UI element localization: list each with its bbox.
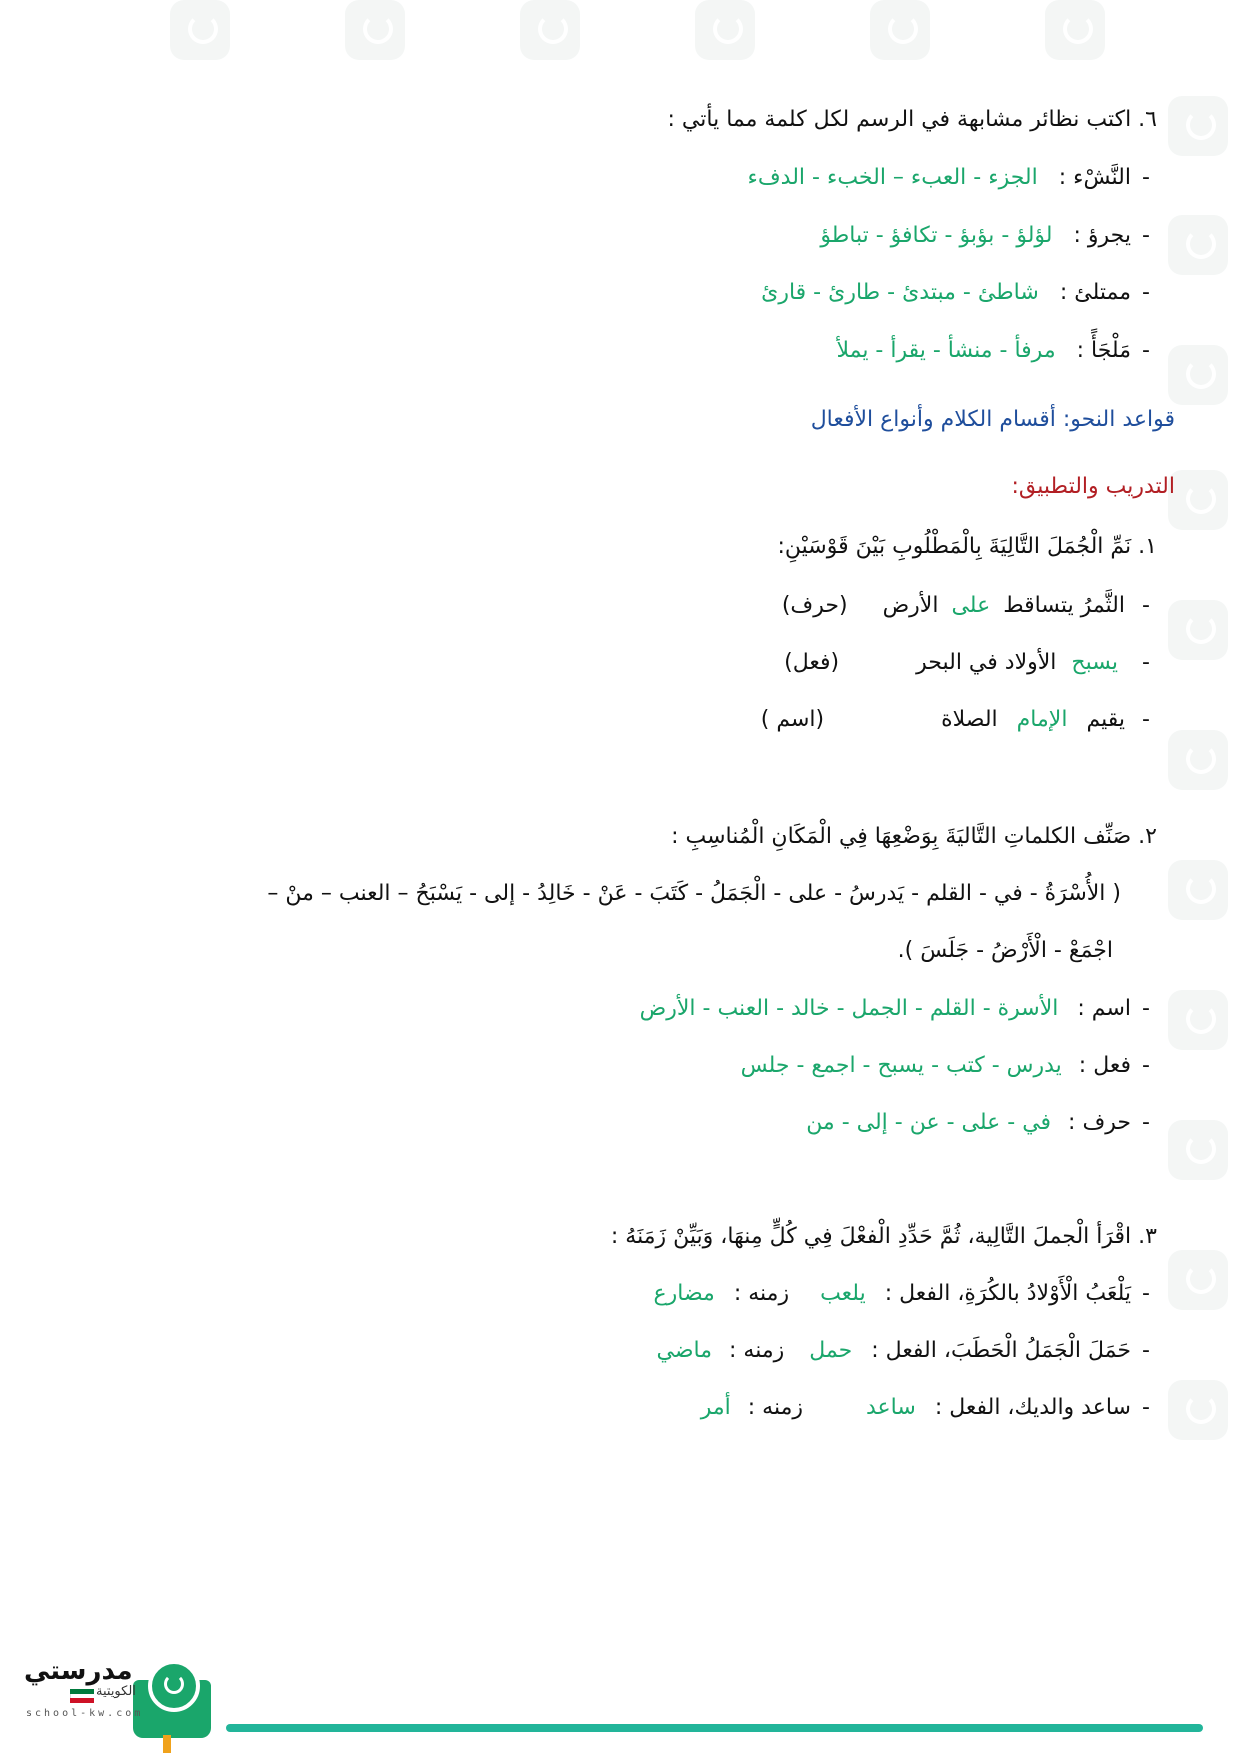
q3-time: مضارع — [653, 1281, 715, 1306]
q1-tag: (حرف) — [781, 593, 848, 618]
watermark-icon — [1168, 1120, 1228, 1180]
q1-tag: (اسم ) — [760, 707, 825, 732]
watermark-icon — [1168, 96, 1228, 156]
q3-row: -ساعد والديك، الفعل : ساعد زمنه : أمر — [700, 1395, 1150, 1420]
logo-url: school-kw.com — [26, 1708, 144, 1719]
q2-row: -اسم : الأسرة - القلم - الجمل - خالد - العنب - الأرض — [639, 996, 1150, 1021]
footer-bar — [226, 1724, 1203, 1732]
q1-pre: الثَّمرُ يتساقط — [1003, 593, 1125, 618]
practice-title: التدريب والتطبيق: — [1011, 474, 1175, 499]
q1-row: -يقيم الإمام الصلاة (اسم ) — [760, 707, 1150, 732]
q2-label: اسم : — [1077, 996, 1131, 1021]
q1-fill: على — [951, 593, 991, 618]
q3-time-label: زمنه : — [733, 1281, 790, 1306]
watermark-icon — [170, 0, 230, 60]
q6-heading: ٦. اكتب نظائر مشابهة في الرسم لكل كلمة مما يأتي : — [667, 107, 1157, 132]
q3-verb: يلعب — [820, 1281, 866, 1306]
q3-verb: حمل — [809, 1338, 853, 1363]
watermark-icon — [1168, 215, 1228, 275]
q3-verb: ساعد — [866, 1395, 916, 1420]
watermark-icon — [1045, 0, 1105, 60]
q3-heading: ٣. اقْرَأ الْجملَ التَّالِية، ثُمَّ حَدِّدِ الْفعْلَ فِي كُلٍّ مِنهَا، وَبَيِّنْ زَمَنَهُ : — [610, 1224, 1157, 1249]
watermark-icon — [695, 0, 755, 60]
q2-label: حرف : — [1068, 1110, 1131, 1135]
q1-fill: الإمام — [1016, 707, 1068, 732]
q1-post: الأولاد في البحر — [916, 650, 1057, 675]
watermark-icon — [345, 0, 405, 60]
watermark-icon — [870, 0, 930, 60]
q6-word: يجرؤ : — [1073, 223, 1131, 248]
kuwait-flag-icon — [70, 1689, 94, 1703]
watermark-icon — [1168, 470, 1228, 530]
q3-row: -حَمَلَ الْجَمَلُ الْحَطَبَ، الفعل : حمل زمنه : ماضي — [656, 1338, 1150, 1363]
q2-words-line1: ( الأُسْرَةُ - في - القلم - يَدرسُ - على - الْجَمَلُ - كَتَبَ - عَنْ - خَالِدُ - إلى - يَسْبَحُ – العنب – منْ – — [267, 881, 1121, 906]
q3-time: أمر — [700, 1395, 731, 1420]
watermark-icon — [1168, 860, 1228, 920]
logo-bookmark-icon — [163, 1735, 171, 1753]
logo-subtitle: الكويتية — [96, 1684, 136, 1699]
q1-post: الصلاة — [941, 707, 998, 732]
q2-answer: الأسرة - القلم - الجمل - خالد - العنب - الأرض — [639, 996, 1059, 1021]
q3-time-label: زمنه : — [729, 1338, 785, 1363]
logo-name: مدرستي — [24, 1656, 133, 1686]
q6-answer: لؤلؤ - بؤبؤ - تكافؤ - تباطؤ — [820, 223, 1053, 248]
watermark-icon — [1168, 1380, 1228, 1440]
q2-row: -حرف : في - على - عن - إلى - من — [806, 1110, 1150, 1135]
watermark-icon — [520, 0, 580, 60]
q6-answer: الجزء - العبء – الخبء - الدفء — [747, 165, 1038, 190]
q2-label: فعل : — [1078, 1053, 1131, 1078]
watermark-icon — [1168, 345, 1228, 405]
q6-word: ممتلئ : — [1059, 280, 1131, 305]
q1-pre: يقيم — [1086, 707, 1125, 732]
q3-time: ماضي — [656, 1338, 713, 1363]
q3-sentence: يَلْعَبُ الْأَوْلادُ بالكُرَةِ، الفعل : — [884, 1281, 1131, 1306]
q6-row: -يجرؤ : لؤلؤ - بؤبؤ - تكافؤ - تباطؤ — [820, 223, 1150, 248]
q6-word: مَلْجَأً : — [1076, 338, 1131, 363]
q6-answer: شاطئ - مبتدئ - طارئ - قارئ — [761, 280, 1039, 305]
q1-fill: يسبح — [1071, 650, 1118, 675]
q2-words-line2: اجْمَعْ - الْأَرْضُ - جَلَسَ ). — [897, 938, 1113, 963]
q3-sentence: ساعد والديك، الفعل : — [934, 1395, 1131, 1420]
q6-row: -ممتلئ : شاطئ - مبتدئ - طارئ - قارئ — [761, 280, 1150, 305]
q1-row: - يسبح الأولاد في البحر (فعل) — [784, 650, 1150, 675]
logo-circle-icon — [148, 1660, 200, 1712]
q1-row: -الثَّمرُ يتساقط على الأرض (حرف) — [781, 593, 1150, 618]
q2-answer: يدرس - كتب - يسبح - اجمع - جلس — [740, 1053, 1062, 1078]
watermark-icon — [1168, 730, 1228, 790]
watermark-icon — [1168, 600, 1228, 660]
q3-sentence: حَمَلَ الْجَمَلُ الْحَطَبَ، الفعل : — [871, 1338, 1131, 1363]
watermark-icon — [1168, 990, 1228, 1050]
q3-time-label: زمنه : — [747, 1395, 803, 1420]
q1-heading: ١. نَمِّ الْجُمَلَ التَّالِيَةَ بِالْمَطْلُوبِ بَيْنَ قَوْسَيْنِ: — [777, 534, 1157, 559]
q1-post: الأرض — [882, 593, 939, 618]
q6-answer: مرفأ - منشأ - يقرأ - يملأ — [836, 338, 1056, 363]
q2-answer: في - على - عن - إلى - من — [806, 1110, 1052, 1135]
q6-row: -مَلْجَأً : مرفأ - منشأ - يقرأ - يملأ — [836, 338, 1150, 363]
q6-word: النَّشْء : — [1058, 165, 1131, 190]
q2-heading: ٢. صَنِّف الكلماتِ التَّاليَةَ بِوَضْعِهَا فِي الْمَكَانِ الْمُناسِبِ : — [671, 824, 1157, 849]
watermark-icon — [1168, 1250, 1228, 1310]
q6-row: -النَّشْء : الجزء - العبء – الخبء - الدفء — [747, 165, 1150, 190]
q3-row: -يَلْعَبُ الْأَوْلادُ بالكُرَةِ، الفعل : يلعب زمنه : مضارع — [653, 1281, 1150, 1306]
grammar-title: قواعد النحو: أقسام الكلام وأنواع الأفعال — [810, 407, 1175, 432]
q1-tag: (فعل) — [784, 650, 840, 675]
q2-row: -فعل : يدرس - كتب - يسبح - اجمع - جلس — [740, 1053, 1150, 1078]
